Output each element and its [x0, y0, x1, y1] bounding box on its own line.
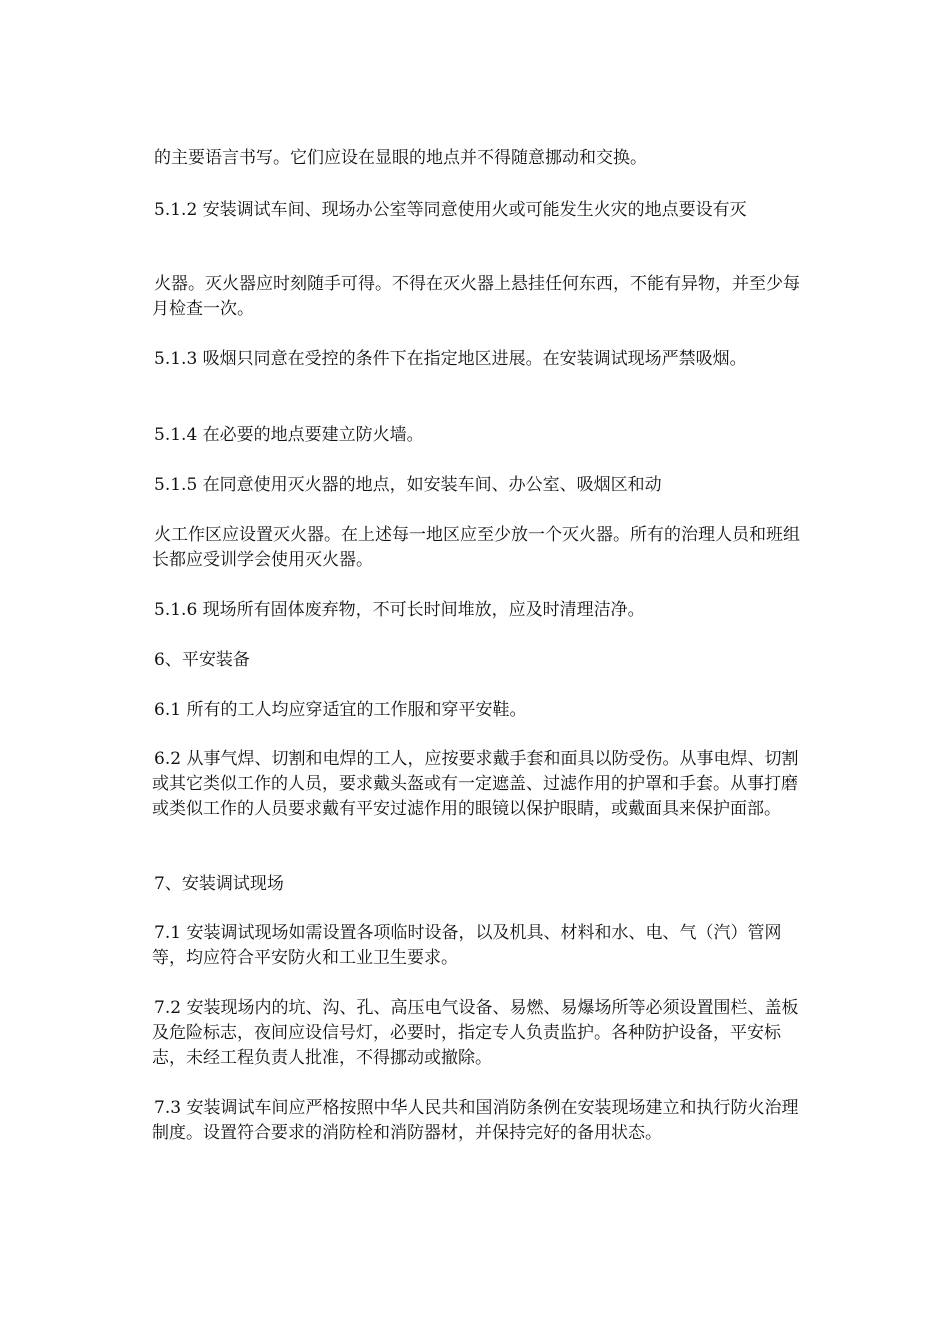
- paragraph-6-2: 6.2 从事气焊、切割和电焊的工人，应按要求戴手套和面具以防受伤。从事电焊、切割或其它类似工作的人员，要求戴头盔或有一定遮盖、过滤作用的护罩和手套。从事打磨或类似工作的人员要求戴有平安过滤作用的眼镜以保护眼睛，或戴面具来保护面部。: [152, 749, 799, 819]
- paragraph-5-1-2: 5.1.2 安装调试车间、现场办公室等同意使用火或可能发生火灾的地点要设有灭: [154, 200, 747, 220]
- section-heading-7: 7、安装调试现场: [154, 874, 284, 894]
- paragraph-hot-work-area: 火工作区应设置灭火器。在上述每一地区应至少放一个灭火器。所有的治理人员和班组长都应受训学会使用灭火器。: [152, 525, 800, 570]
- paragraph-extinguisher-availability: 火器。灭火器应时刻随手可得。不得在灭火器上悬挂任何东西，不能有异物，并至少每月检查一次。: [152, 274, 800, 319]
- paragraph-5-1-5: 5.1.5 在同意使用灭火器的地点，如安装车间、办公室、吸烟区和动: [154, 475, 662, 495]
- paragraph-7-1: 7.1 安装调试现场如需设置各项临时设备，以及机具、材料和水、电、气（汽）管网等，均应符合平安防火和工业卫生要求。: [152, 923, 782, 968]
- paragraph-5-1-6: 5.1.6 现场所有固体废弃物，不可长时间堆放，应及时清理洁净。: [154, 600, 645, 620]
- paragraph-6-1: 6.1 所有的工人均应穿适宜的工作服和穿平安鞋。: [154, 700, 527, 720]
- paragraph-continuation-language: 的主要语言书写。它们应设在显眼的地点并不得随意挪动和交换。: [154, 148, 647, 168]
- paragraph-5-1-3: 5.1.3 吸烟只同意在受控的条件下在指定地区进展。在安装调试现场严禁吸烟。: [154, 349, 747, 369]
- paragraph-5-1-4: 5.1.4 在必要的地点要建立防火墙。: [154, 425, 424, 445]
- paragraph-7-3: 7.3 安装调试车间应严格按照中华人民共和国消防条例在安装现场建立和执行防火治理制度。设置符合要求的消防栓和消防器材，并保持完好的备用状态。: [152, 1098, 799, 1143]
- section-heading-6: 6、平安装备: [154, 650, 250, 670]
- paragraph-7-2: 7.2 安装现场内的坑、沟、孔、高压电气设备、易燃、易爆场所等必须设置围栏、盖板及危险标志，夜间应设信号灯，必要时，指定专人负责监护。各种防护设备，平安标志，未经工程负责人批准，不得挪动或撤除。: [152, 998, 799, 1068]
